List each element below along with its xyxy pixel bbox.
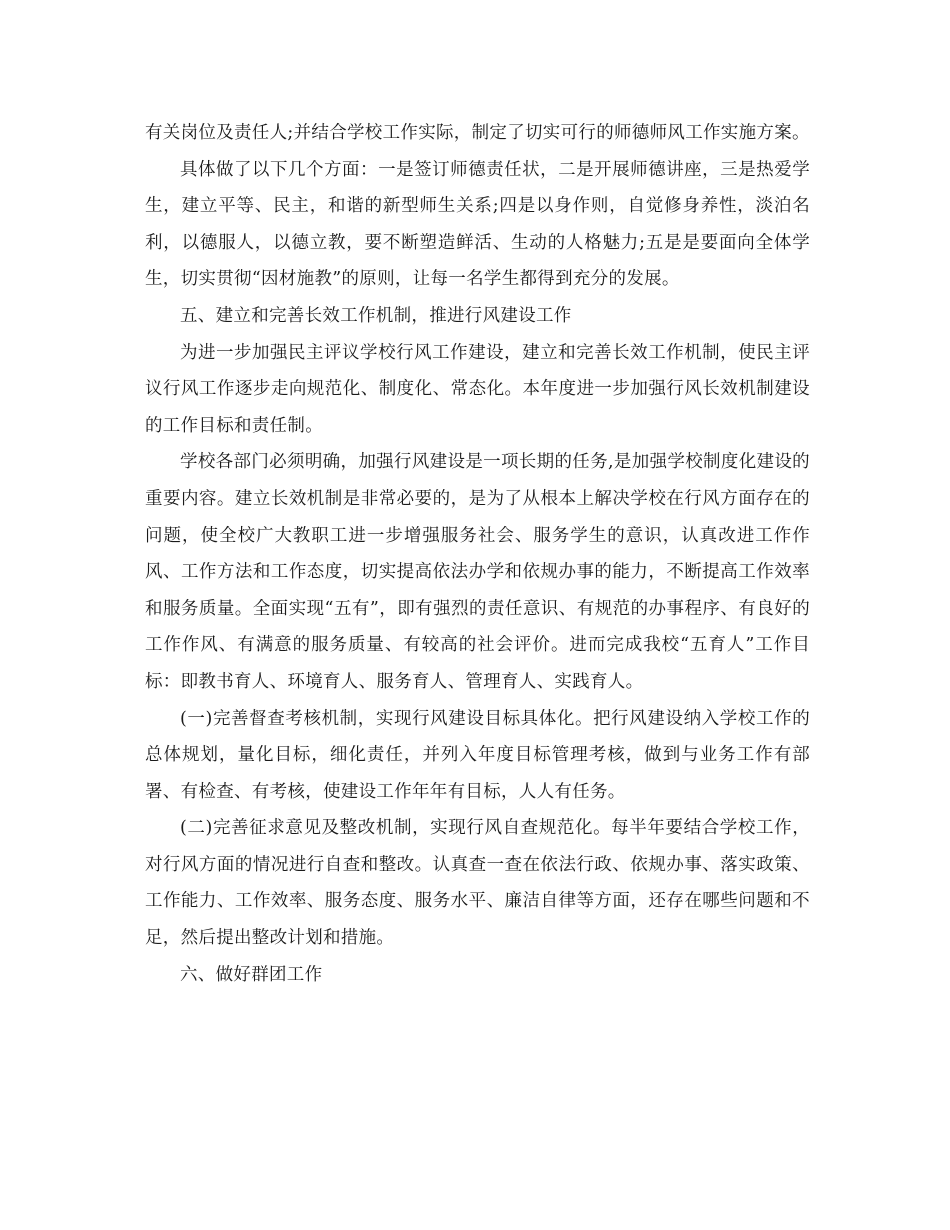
paragraph-1: 有关岗位及责任人;并结合学校工作实际，制定了切实可行的师德师风工作实施方案。: [145, 123, 810, 143]
paragraph-5: (一)完善督查考核机制，实现行风建设目标具体化。把行风建设纳入学校工作的总体规划，量化目标，细化责任，并列入年度目标管理考核，做到与业务工作有部署、有检查、有考核，使建设工作年年有目标，人人有任务。: [145, 708, 810, 802]
section-heading-6: 六、做好群团工作: [180, 964, 323, 985]
section-heading-5: 五、建立和完善长效工作机制，推进行风建设工作: [180, 305, 572, 326]
paragraph-6: (二)完善征求意见及整改机制，实现行风自查规范化。每半年要结合学校工作，对行风方面的情况进行自查和整改。认真查一查在依法行政、依规办事、落实政策、工作能力、工作效率、服务态度、服务水平、廉洁自律等方面，还存在哪些问题和不足，然后提出整改计划和措施。: [145, 818, 810, 949]
paragraph-3: 为进一步加强民主评议学校行风工作建设，建立和完善长效工作机制，使民主评议行风工作逐步走向规范化、制度化、常态化。本年度进一步加强行风长效机制建设的工作目标和责任制。: [145, 342, 810, 436]
document-body: [145, 115, 810, 993]
paragraph-4: 学校各部门必须明确，加强行风建设是一项长期的任务,是加强学校制度化建设的重要内容。建立长效机制是非常必要的，是为了从根本上解决学校在行风方面存在的问题，使全校广大教职工进一步增强服务社会、服务学生的意识，认真改进工作作风、工作方法和工作态度，切实提高依法办学和依规办事的能力，不断提高工作效率和服务质量。全面实现“五有”，即有强烈的责任意识、有规范的办事程序、有良好的工作作风、有满意的服务质量、有较高的社会评价。进而完成我校“五育人”工作目标：即教书育人、环境育人、服务育人、管理育人、实践育人。: [145, 452, 810, 692]
paragraph-2: 具体做了以下几个方面：一是签订师德责任状，二是开展师德讲座，三是热爱学生，建立平等、民主，和谐的新型师生关系;四是以身作则，自觉修身养性，淡泊名利，以德服人，以德立教，要不断塑造鲜活、生动的人格魅力;五是是要面向全体学生，切实贯彻“因材施教”的原则，让每一名学生都得到充分的发展。: [145, 159, 810, 290]
